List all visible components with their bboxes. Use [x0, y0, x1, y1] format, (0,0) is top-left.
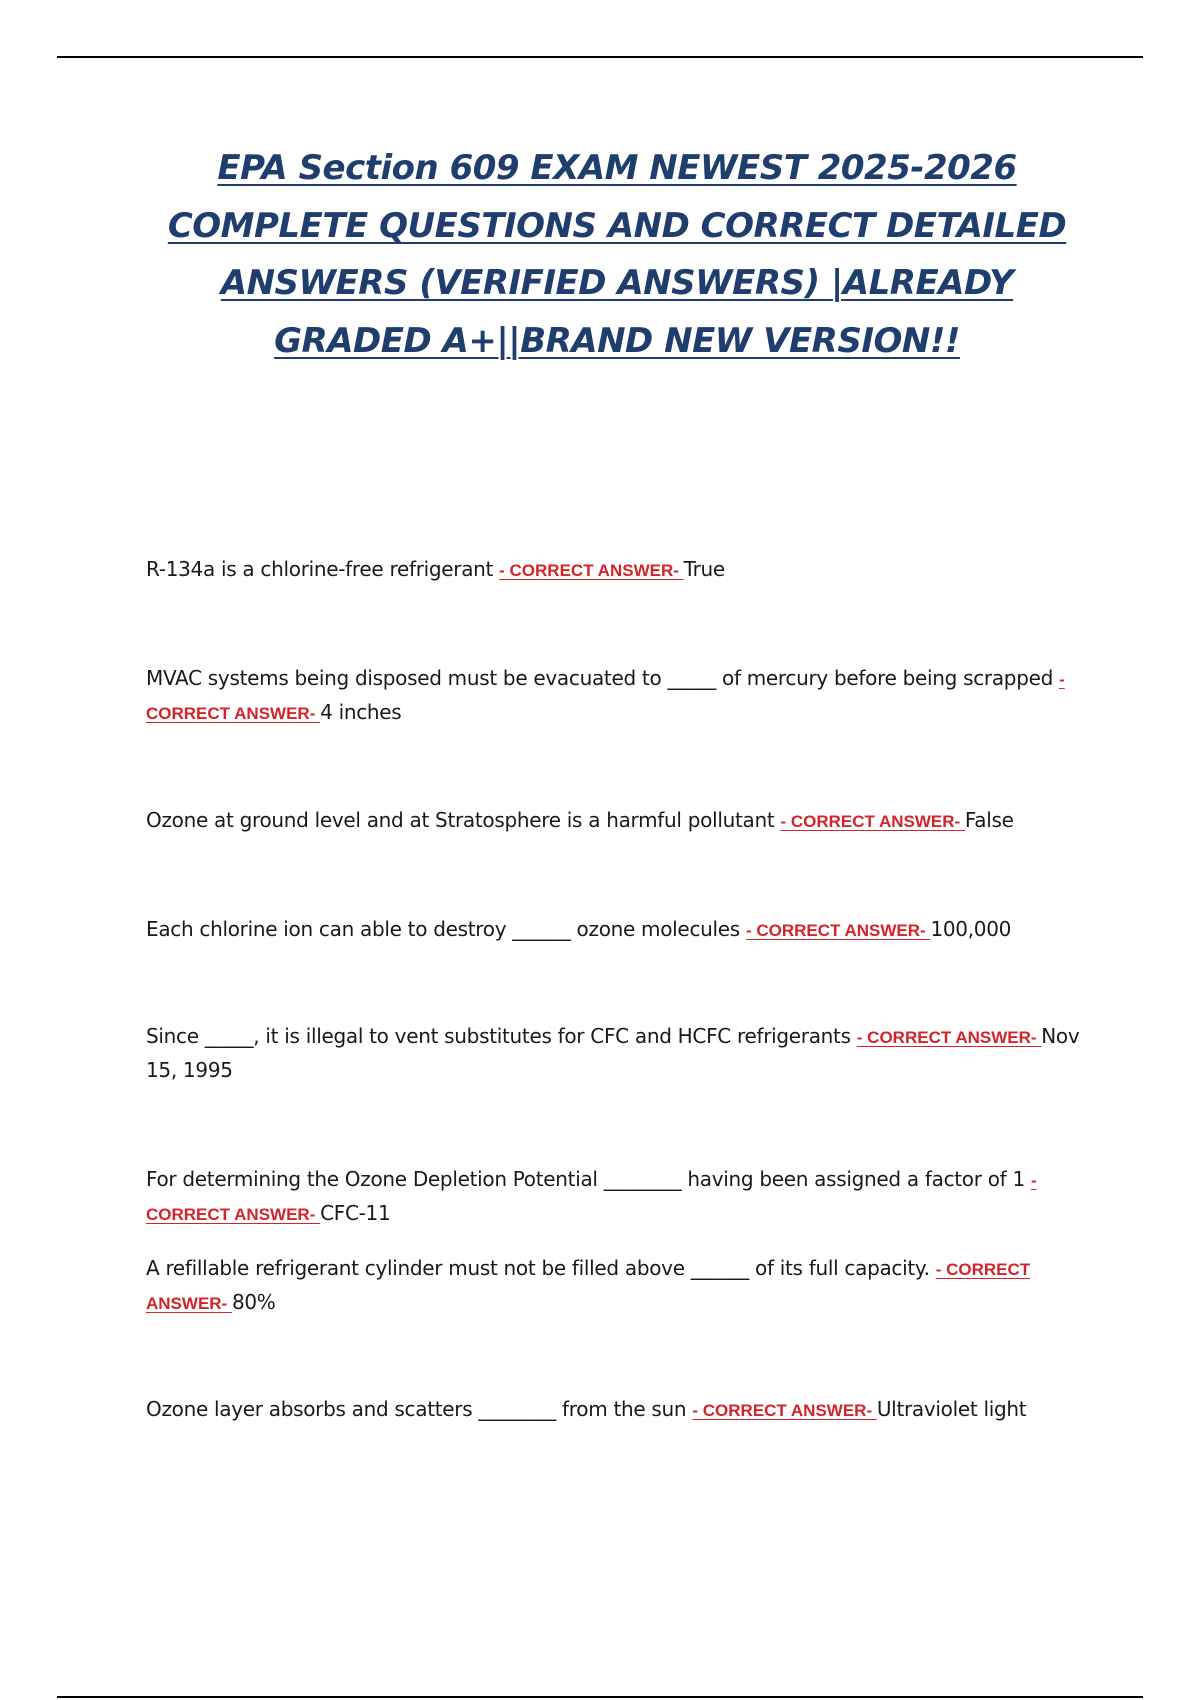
correct-answer-marker: - CORRECT ANSWER- [499, 561, 684, 580]
answer-text: False [964, 808, 1014, 832]
correct-answer-marker: - CORRECT ANSWER- [780, 812, 965, 831]
bottom-rule [57, 1696, 1143, 1698]
answer-text: True [683, 557, 725, 581]
qa-item [146, 553, 1096, 587]
question-text: MVAC systems being disposed must be evacuated to _____ of mercury before being scrapped [146, 666, 1053, 690]
qa-item [146, 1163, 1096, 1231]
correct-answer-marker: - CORRECT ANSWER- [146, 670, 1065, 723]
question-text: Each chlorine ion can able to destroy ______ ozone molecules [146, 917, 740, 941]
qa-item [146, 1020, 1096, 1087]
correct-answer-marker: - CORRECT ANSWER- [745, 921, 931, 940]
qa-item [146, 1393, 1096, 1427]
correct-answer-marker: - CORRECT ANSWER- [856, 1028, 1042, 1047]
answer-text: Ultraviolet light [876, 1397, 1027, 1421]
correct-answer-marker: - CORRECT ANSWER- [146, 1260, 1031, 1313]
qa-item [146, 804, 1096, 838]
answer-text: CFC-11 [320, 1201, 391, 1225]
qa-item [146, 1252, 1096, 1320]
question-text: Ozone layer absorbs and scatters ________ from the sun [146, 1397, 687, 1421]
answer-text: 4 inches [320, 700, 402, 724]
answer-text: 100,000 [930, 917, 1012, 941]
qa-item [146, 913, 1096, 947]
correct-answer-marker: - CORRECT ANSWER- [146, 1171, 1037, 1224]
question-text: Ozone at ground level and at Stratosphere is a harmful pollutant [146, 808, 775, 832]
question-text: For determining the Ozone Depletion Potential ________ having been assigned a factor of 1 [146, 1167, 1025, 1191]
correct-answer-marker: - CORRECT ANSWER- [692, 1401, 877, 1420]
top-rule [57, 56, 1143, 58]
question-text: A refillable refrigerant cylinder must not be filled above ______ of its full capacity. [146, 1256, 930, 1280]
document-title: EPA Section 609 EXAM NEWEST 2025-2026 COMPLETE QUESTIONS AND CORRECT DETAILED ANSWERS (VERIFIED ANSWERS) |ALREADY GRADED A+||BRAND NEW VERSION!! [167, 148, 1067, 361]
qa-item [146, 662, 1096, 730]
answer-text: 80% [231, 1290, 276, 1314]
question-text: R-134a is a chlorine-free refrigerant [146, 557, 494, 581]
answer-text: Nov 15, 1995 [146, 1024, 1080, 1082]
question-text: Since _____, it is illegal to vent substitutes for CFC and HCFC refrigerants [146, 1024, 851, 1048]
